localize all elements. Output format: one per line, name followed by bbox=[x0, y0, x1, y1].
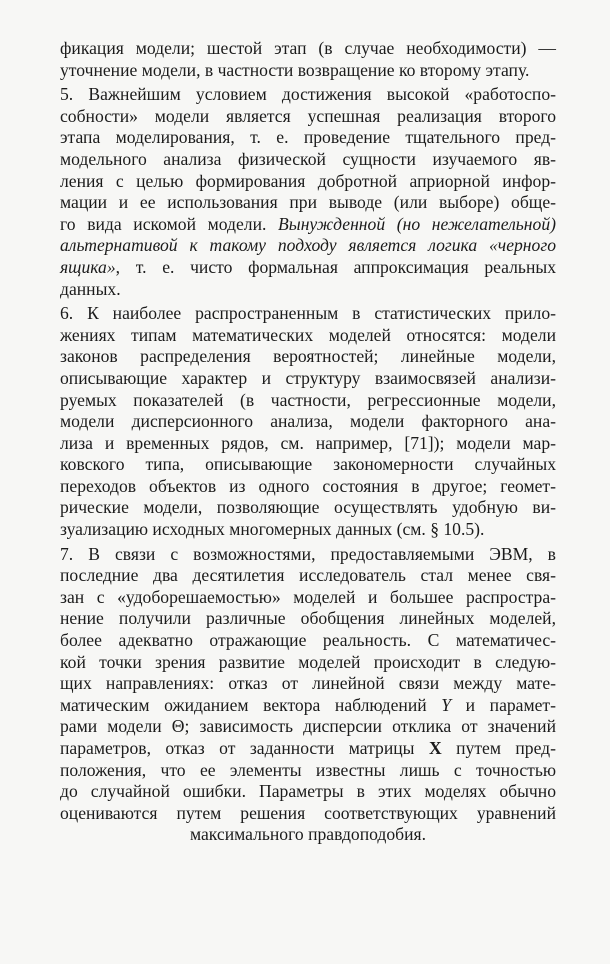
text-line bbox=[60, 608, 556, 630]
text-line bbox=[60, 325, 556, 347]
text-run: го вида искомой модели. bbox=[60, 213, 279, 234]
text-line bbox=[60, 127, 556, 149]
text-run: Y bbox=[441, 694, 452, 715]
paragraph bbox=[60, 303, 556, 541]
text-run: до случайной ошибки. Параметры в этих моделях обычно bbox=[60, 781, 556, 802]
text-run: оцениваются путем решения соответствующих уравнений bbox=[60, 802, 556, 823]
text-run: модельного анализа физической сущности изучаемого яв- bbox=[60, 148, 556, 169]
text-run: ковского типа, описывающие закономерности случайных bbox=[60, 454, 556, 475]
text-line bbox=[60, 497, 556, 519]
text-run: законов распределения вероятностей; линейные модели, bbox=[60, 346, 556, 367]
text-line bbox=[60, 652, 556, 674]
text-run: нение получили различные обобщения линейных моделей, bbox=[60, 608, 556, 629]
text-line bbox=[60, 106, 556, 128]
text-line bbox=[60, 630, 556, 652]
text-run: параметров, отказ от заданности матрицы bbox=[60, 738, 429, 758]
text-line bbox=[60, 257, 556, 279]
text-line bbox=[60, 760, 556, 782]
paragraph bbox=[60, 544, 556, 846]
paragraph bbox=[60, 38, 556, 81]
text-run: зуализацию исходных многомерных данных (см. § 10.5). bbox=[60, 519, 485, 540]
text-run: жениях типам математических моделей относятся: модели bbox=[60, 324, 556, 345]
text-run: собности» модели является успешная реализация второго bbox=[60, 105, 556, 126]
text-line bbox=[60, 60, 556, 82]
text-line bbox=[60, 544, 556, 566]
text-run: зан с «удоборешаемостью» моделей и большее распростра- bbox=[60, 586, 556, 607]
text-run: переходов объектов из одного состояния в другое; геомет- bbox=[60, 475, 556, 496]
text-run: рические модели, позволяющие осуществлять удобную ви- bbox=[60, 497, 556, 518]
text-run: фикация модели; шестой этап (в случае необходимости) — bbox=[60, 38, 556, 58]
text-line bbox=[60, 368, 556, 390]
text-line bbox=[60, 149, 556, 171]
text-line bbox=[60, 390, 556, 412]
text-run: более адекватно отражающие реальность. С математичес- bbox=[60, 630, 556, 651]
text-run: 7. В связи с возможностями, предоставляемыми ЭВМ, в bbox=[60, 543, 556, 564]
text-run: уточнение модели, в частности возвращение ко второму этапу. bbox=[60, 59, 530, 80]
text-line bbox=[60, 171, 556, 193]
text-line bbox=[60, 565, 556, 587]
text-run: путем пред- bbox=[441, 738, 556, 758]
text-line bbox=[60, 38, 556, 60]
text-run: последние два десятилетия исследователь стал менее свя- bbox=[60, 565, 556, 586]
text-run: рами модели Θ; зависимость дисперсии отклика от значений bbox=[60, 716, 556, 737]
text-run: альтернативой к такому подходу является логика «черного bbox=[60, 235, 556, 256]
text-run: , т. е. чисто формальная аппроксимация реальных bbox=[115, 256, 556, 277]
text-run: данных. bbox=[60, 278, 121, 299]
text-run: максимального правдоподобия. bbox=[189, 824, 427, 845]
text-line bbox=[60, 695, 556, 717]
text-run: ления с целью формирования добротной априорной инфор- bbox=[60, 170, 556, 191]
text-run: X bbox=[428, 738, 442, 758]
text-run: Вынужденной (но нежелательной) bbox=[278, 213, 556, 234]
text-line bbox=[60, 824, 556, 846]
text-line bbox=[60, 346, 556, 368]
text-line bbox=[60, 433, 556, 455]
text-line bbox=[60, 411, 556, 433]
paragraph bbox=[60, 84, 556, 300]
text-run: положения, что ее элементы известны лишь с точностью bbox=[60, 759, 556, 780]
text-line bbox=[60, 192, 556, 214]
text-run: и парамет- bbox=[451, 694, 556, 715]
text-run: руемых показателей (в частности, регрессионные модели, bbox=[60, 389, 556, 410]
text-run: матическим ожиданием вектора наблюдений bbox=[60, 694, 442, 715]
text-run: лиза и временных рядов, см. например, [71]); модели мар- bbox=[60, 432, 556, 453]
text-line bbox=[60, 235, 556, 257]
text-line bbox=[60, 279, 556, 301]
text-run: мации и ее использования при выводе (или выборе) обще- bbox=[60, 192, 556, 213]
text-run: 6. К наиболее распространенным в статистических прило- bbox=[60, 303, 556, 324]
text-line bbox=[60, 673, 556, 695]
text-line bbox=[60, 84, 556, 106]
text-run: щих направлениях: отказ от линейной связи между мате- bbox=[60, 673, 556, 694]
text-run: модели дисперсионного анализа, модели факторного ана- bbox=[60, 411, 556, 432]
text-run: описывающие характер и структуру взаимосвязей анализи- bbox=[60, 367, 556, 388]
text-line bbox=[60, 519, 556, 541]
text-line bbox=[60, 303, 556, 325]
text-line bbox=[60, 476, 556, 498]
text-run: этапа моделирования, т. е. проведение тщательного пред- bbox=[60, 127, 556, 148]
text-line bbox=[60, 587, 556, 609]
text-run: кой точки зрения развитие моделей происходит в следую- bbox=[60, 651, 556, 672]
text-run: ящика» bbox=[60, 256, 116, 277]
text-line bbox=[60, 716, 556, 738]
text-run: 5. Важнейшим условием достижения высокой «работоспо- bbox=[60, 84, 556, 105]
text-line bbox=[60, 781, 556, 803]
text-line bbox=[60, 454, 556, 476]
text-line bbox=[60, 803, 556, 825]
text-line bbox=[60, 738, 556, 760]
text-line bbox=[60, 214, 556, 236]
body-text bbox=[60, 38, 556, 846]
